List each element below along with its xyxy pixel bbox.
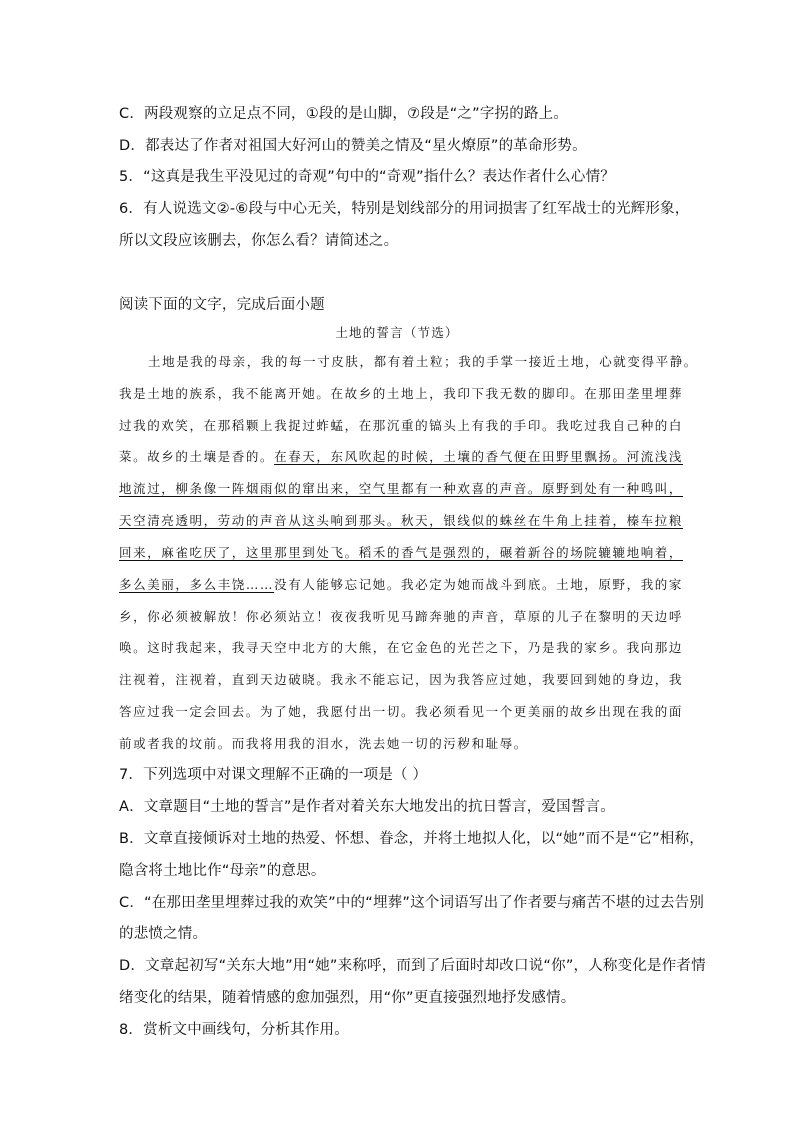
passage-line: 乡，你必须被解放！你必须站立！夜夜我听见马蹄奔驰的声音，草原的儿子在黎明的天边呼 bbox=[119, 609, 684, 624]
question-7-option-c-cont: 的悲愤之情。 bbox=[119, 926, 208, 942]
passage-line: 过我的欢笑，在那稻颗上我捉过蚱蜢，在那沉重的镐头上有我的手印。我吃过我自己种的白 bbox=[119, 418, 684, 433]
question-6-line-1: 6．有人说选文②-⑥段与中心无关，特别是划线部分的用词损害了红军战士的光辉形象， bbox=[119, 201, 690, 217]
underlined-sentence: 在春天，东风吹起的时候，土壤的香气便在田野里飘扬。河流浅浅 bbox=[274, 449, 684, 464]
passage-line: 前或者我的坟前。而我将用我的泪水，洗去她一切的污秽和耻辱。 bbox=[119, 736, 528, 751]
question-7-option-a: A．文章题目“土地的誓言”是作者对着关东大地发出的抗日誓言，爱国誓言。 bbox=[119, 799, 615, 815]
passage-line bbox=[119, 575, 683, 595]
question-7-option-d-cont: 绪变化的结果，随着情感的愈加强烈，用“你”更直接强烈地抒发感情。 bbox=[119, 990, 576, 1006]
passage-title: 土地的誓言（节选） bbox=[335, 325, 459, 340]
question-7-option-d: D．文章起初写“关东大地”用“她”来称呼，而到了后面时却改口说“你”，人称变化是作者情 bbox=[119, 958, 706, 974]
question-7-option-b-cont: 隐含将土地比作“母亲”的意思。 bbox=[119, 863, 326, 879]
question-7-option-b: B．文章直接倾诉对土地的热爱、怀想、眷念，并将土地拟人化，以“她”而不是“它”相称， bbox=[119, 831, 704, 847]
passage-text: 菜。故乡的土壤是香的。 bbox=[119, 449, 275, 464]
passage-line bbox=[119, 447, 683, 467]
section-heading: 阅读下面的文字，完成后面小题 bbox=[119, 297, 325, 313]
passage-line: 唤。这时我起来，我寻天空中北方的大熊，在它金色的光芒之下，乃是我的家乡。我向那边 bbox=[119, 640, 684, 655]
underlined-sentence: 多么美丽，多么丰饶…… bbox=[119, 577, 275, 592]
passage-line: 我是土地的族系，我不能离开她。在故乡的土地上，我印下我无数的脚印。在那田垄里埋葬 bbox=[119, 386, 684, 401]
question-7-option-c: C．“在那田垄里埋葬过我的欢笑”中的“埋葬”这个词语写出了作者要与痛苦不堪的过去告别 bbox=[119, 895, 705, 911]
passage-line: 注视着，注视着，直到天边破晓。我永不能忘记，因为我答应过她，我要回到她的身边，我 bbox=[119, 672, 684, 687]
question-7-stem: 7．下列选项中对课文理解不正确的一项是（ ） bbox=[119, 767, 428, 783]
underlined-sentence: 地流过，柳条像一阵烟雨似的窜出来，空气里都有一种欢喜的声音。原野到处有一种鸣叫， bbox=[119, 481, 684, 496]
passage-line: 答应过我一定会回去。为了她，我愿付出一切。我必须看见一个更美丽的故乡出现在我的面 bbox=[119, 704, 684, 719]
passage-line: 土地是我的母亲，我的每一寸皮肤，都有着土粒；我的手掌一接近土地，心就变得平静。 bbox=[148, 354, 698, 369]
question-5: 5．“这真是我生平没见过的奇观”句中的“奇观”指什么？表达作者什么心情？ bbox=[119, 169, 615, 185]
question-8: 8．赏析文中画线句，分析其作用。 bbox=[119, 1022, 349, 1038]
option-d-text: D．都表达了作者对祖国大好河山的赞美之情及“星火燎原”的革命形势。 bbox=[119, 138, 587, 154]
passage-text: 没有人能够忘记她。我必定为她而战斗到底。土地，原野，我的家 bbox=[274, 577, 684, 592]
option-c-text: C．两段观察的立足点不同，①段的是山脚，⑦段是“之”字拐的路上。 bbox=[119, 106, 569, 122]
question-6-line-2: 所以文段应该删去，你怎么看？请简述之。 bbox=[119, 233, 399, 249]
underlined-sentence: 天空清亮透明，劳动的声音从这头响到那头。秋天，银线似的蛛丝在牛角上挂着，榛车拉粮 bbox=[119, 513, 684, 528]
underlined-sentence: 回来，麻雀吃厌了，这里那里到处飞。稻禾的香气是强烈的，碾着新谷的场院辘辘地响着， bbox=[119, 545, 684, 560]
